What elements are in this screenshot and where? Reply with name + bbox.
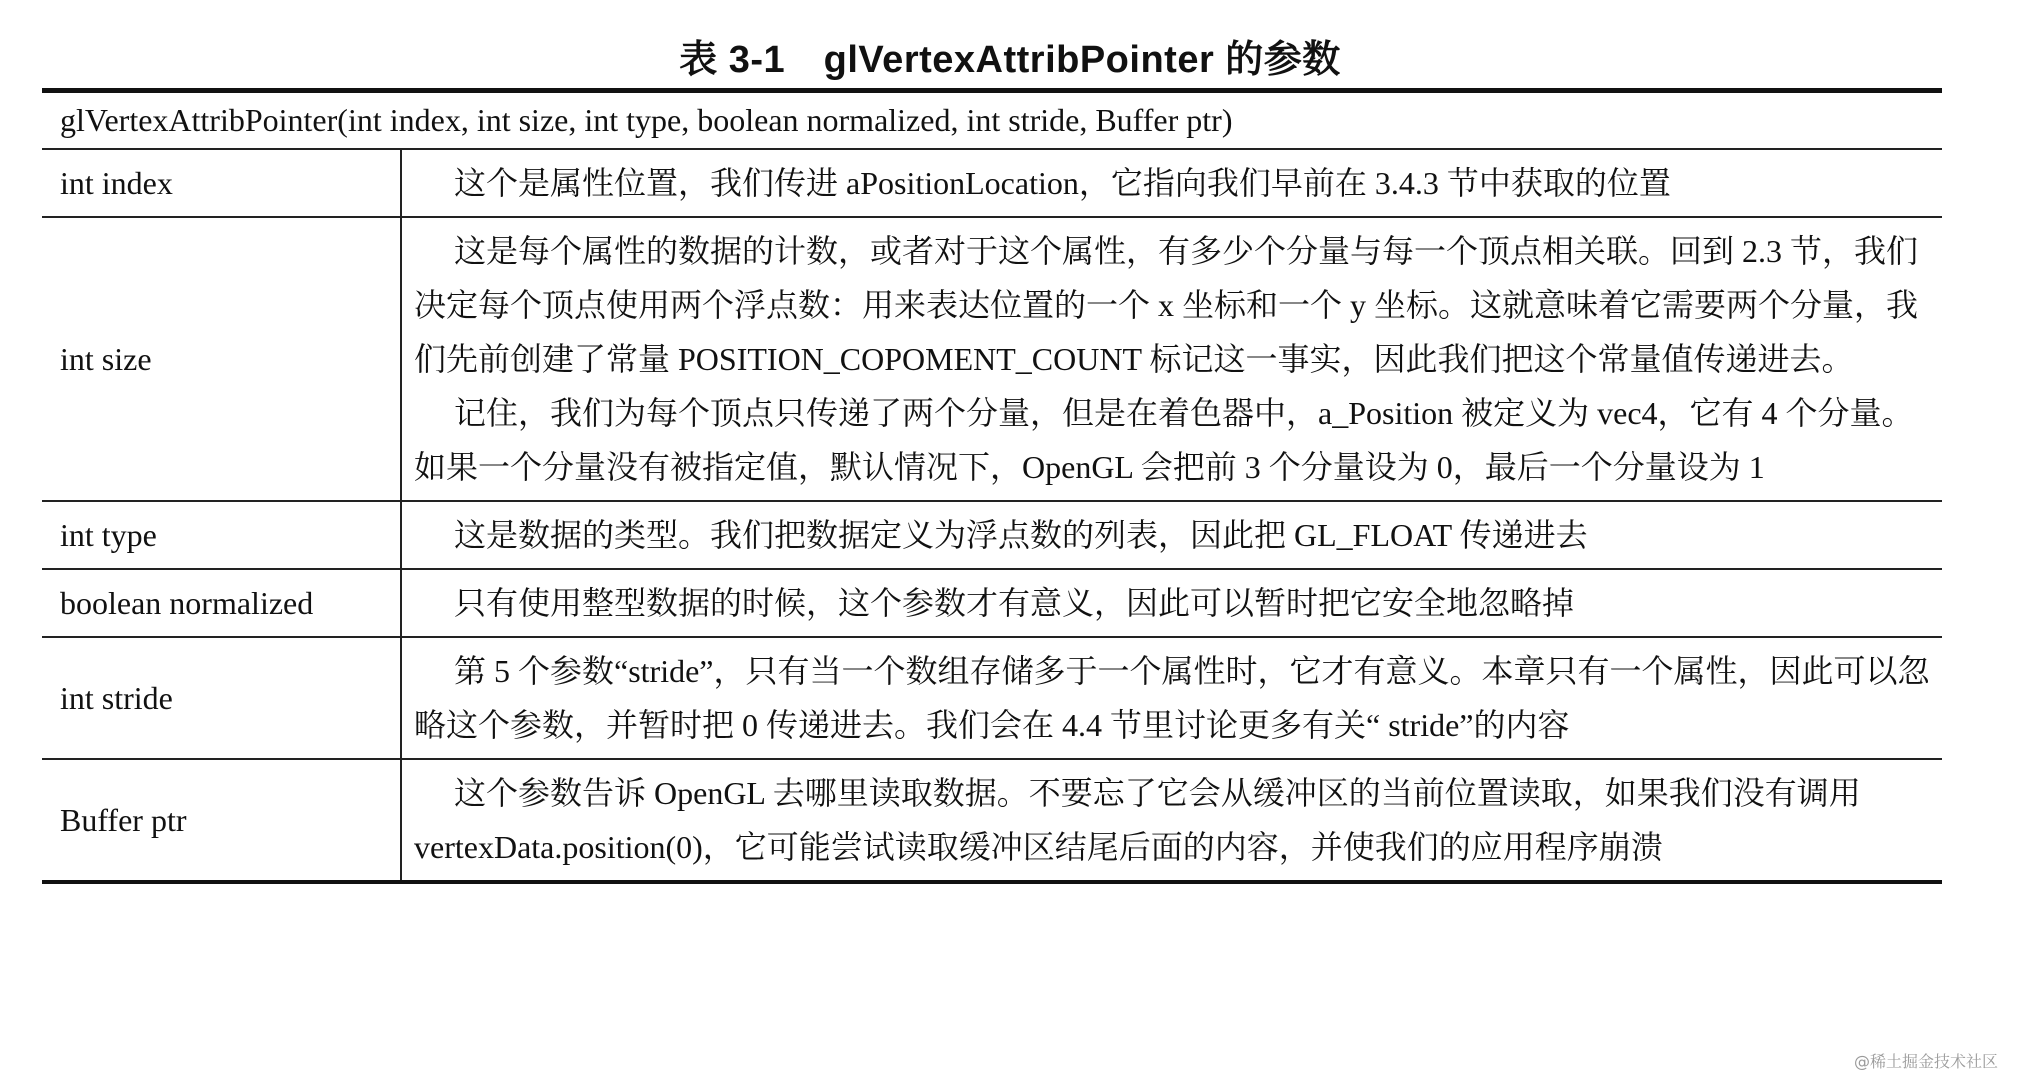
description-paragraph: 这是数据的类型。我们把数据定义为浮点数的列表，因此把 GL_FLOAT 传递进去 <box>454 517 1588 553</box>
param-description <box>401 569 1942 637</box>
table-row <box>42 501 1942 569</box>
description-paragraph: 这个是属性位置，我们传进 aPositionLocation，它指向我们早前在 3.4.3 节中获取的位置 <box>454 165 1671 201</box>
description-paragraph: 这是每个属性的数据的计数，或者对于这个属性，有多少个分量与每一个顶点相关联。回到 2.3 节，我们决定每个顶点使用两个浮点数：用来表达位置的一个 x 坐标和一个 y 坐标。这就意味着它需要两个分量，我们先前创建了常量 POSITION_COPOMENT_COUNT 标记这一事实，因此我们把这个常量值传递进去。 <box>414 233 1919 377</box>
description-paragraph: 记住，我们为每个顶点只传递了两个分量，但是在着色器中，a_Position 被定义为 vec4，它有 4 个分量。如果一个分量没有被指定值，默认情况下，OpenGL 会把前 3 个分量设为 0，最后一个分量设为 1 <box>414 395 1914 485</box>
description-paragraph: 第 5 个参数“stride”，只有当一个数组存储多于一个属性时，它才有意义。本章只有一个属性，因此可以忽略这个参数，并暂时把 0 传递进去。我们会在 4.4 节里讨论更多有关“ stride”的内容 <box>414 653 1930 743</box>
parameter-table <box>42 88 1942 884</box>
table-row <box>42 149 1942 217</box>
signature-row <box>42 91 1942 150</box>
param-name: int size <box>42 217 401 501</box>
param-description <box>401 637 1942 759</box>
description-paragraph: 只有使用整型数据的时候，这个参数才有意义，因此可以暂时把它安全地忽略掉 <box>454 585 1575 621</box>
table-caption: 表 3-1 glVertexAttribPointer 的参数 <box>679 39 1341 81</box>
param-name: Buffer ptr <box>42 759 401 882</box>
function-signature: glVertexAttribPointer(int index, int size, int type, boolean normalized, int stride, Buffer ptr) <box>42 91 1942 150</box>
table-row <box>42 217 1942 501</box>
param-description <box>401 501 1942 569</box>
watermark: @稀土掘金技术社区 <box>1853 1052 1998 1071</box>
table-row <box>42 759 1942 882</box>
table-row <box>42 569 1942 637</box>
param-name: int index <box>42 149 401 217</box>
param-description <box>401 217 1942 501</box>
description-paragraph: 这个参数告诉 OpenGL 去哪里读取数据。不要忘了它会从缓冲区的当前位置读取，如果我们没有调用 vertexData.position(0)，它可能尝试读取缓冲区结尾后面的内容，并使我们的应用程序崩溃 <box>414 775 1861 865</box>
param-description <box>401 759 1942 882</box>
param-name: boolean normalized <box>42 569 401 637</box>
param-name: int stride <box>42 637 401 759</box>
param-description <box>401 149 1942 217</box>
table-row <box>42 637 1942 759</box>
param-name: int type <box>42 501 401 569</box>
